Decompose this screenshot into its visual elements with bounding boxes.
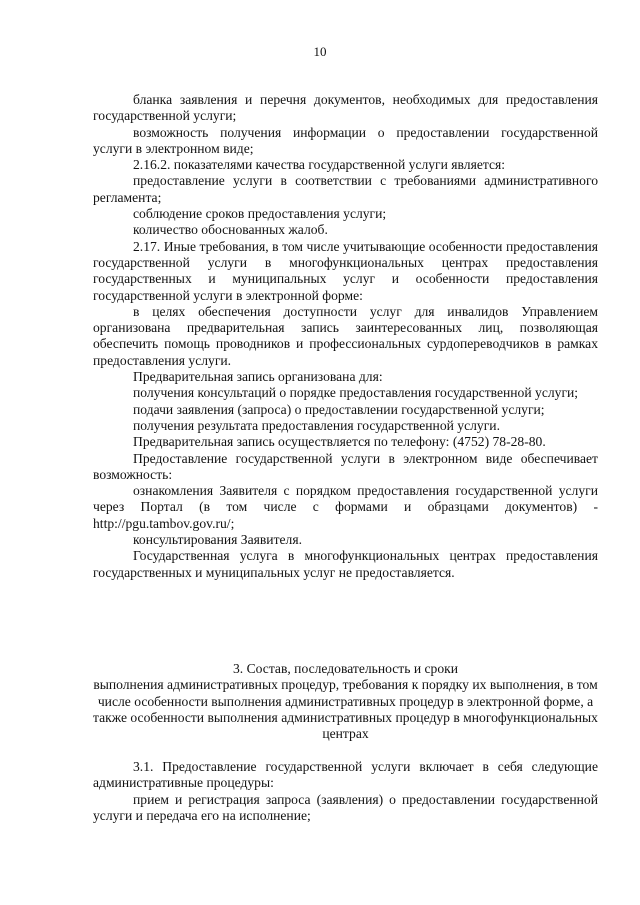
paragraph: в целях обеспечения доступности услуг для инвалидов Управлением организована предварительная запись заинтересованных лиц, позволяющая обеспечить помощь проводников и профессиональных сурдопереводчиков в рамках предоставления услуги. (93, 303, 598, 368)
paragraph: прием и регистрация запроса (заявления) о предоставлении государственной услуги и передача его на исполнение; (93, 791, 598, 823)
paragraph: бланка заявления и перечня документов, необходимых для предоставления государственной услуги; (93, 92, 598, 124)
paragraph: 3.1. Предоставление государственной услуги включает в себя следующие административные процедуры: (93, 759, 598, 791)
paragraph: получения консультаций о порядке предоставления государственной услуги; (133, 385, 579, 401)
paragraph: количество обоснованных жалоб. (133, 222, 328, 238)
section-heading-subtitle: выполнения административных процедур, требования к порядку их выполнения, в том числе особенности выполнения административных процедур в электронной форме, а также особенности выполнения административных процедур в многофункциональных центрах (93, 677, 598, 742)
paragraph: соблюдение сроков предоставления услуги; (133, 206, 387, 222)
paragraph: возможность получения информации о предоставлении государственной услуги в электронном виде; (93, 124, 598, 156)
page-number: 10 (313, 44, 327, 59)
paragraph: 2.16.2. показателями качества государственной услуги является: (133, 157, 506, 173)
paragraph: ознакомления Заявителя с порядком предоставления государственной услуги через Портал (в том числе с формами и образцами документов) - http://pgu.tambov.gov.ru/; (93, 483, 598, 531)
paragraph: Государственная услуга в многофункциональных центрах предоставления государственных и муниципальных услуг не предоставляется. (93, 548, 598, 580)
paragraph: Предварительная запись организована для: (133, 369, 383, 385)
section-body (93, 759, 598, 824)
section-heading (93, 661, 598, 742)
paragraph: получения результата предоставления государственной услуги. (133, 417, 500, 433)
paragraph: Предварительная запись осуществляется по телефону: (4752) 78-28-80. (133, 434, 546, 450)
section-heading-title: 3. Состав, последовательность и сроки (232, 661, 459, 676)
paragraph: предоставление услуги в соответствии с требованиями административного регламента; (93, 173, 598, 205)
paragraph: Предоставление государственной услуги в электронном виде обеспечивает возможность: (93, 450, 598, 482)
paragraph: подачи заявления (запроса) о предоставлении государственной услуги; (133, 401, 545, 417)
body-text (93, 92, 598, 581)
paragraph: консультирования Заявителя. (133, 532, 302, 548)
paragraph: 2.17. Иные требования, в том числе учитывающие особенности предоставления государственной услуги в многофункциональных центрах предоставления государственных и муниципальных услуг и особенности предоставления государственной услуги в электронной форме: (93, 238, 598, 303)
